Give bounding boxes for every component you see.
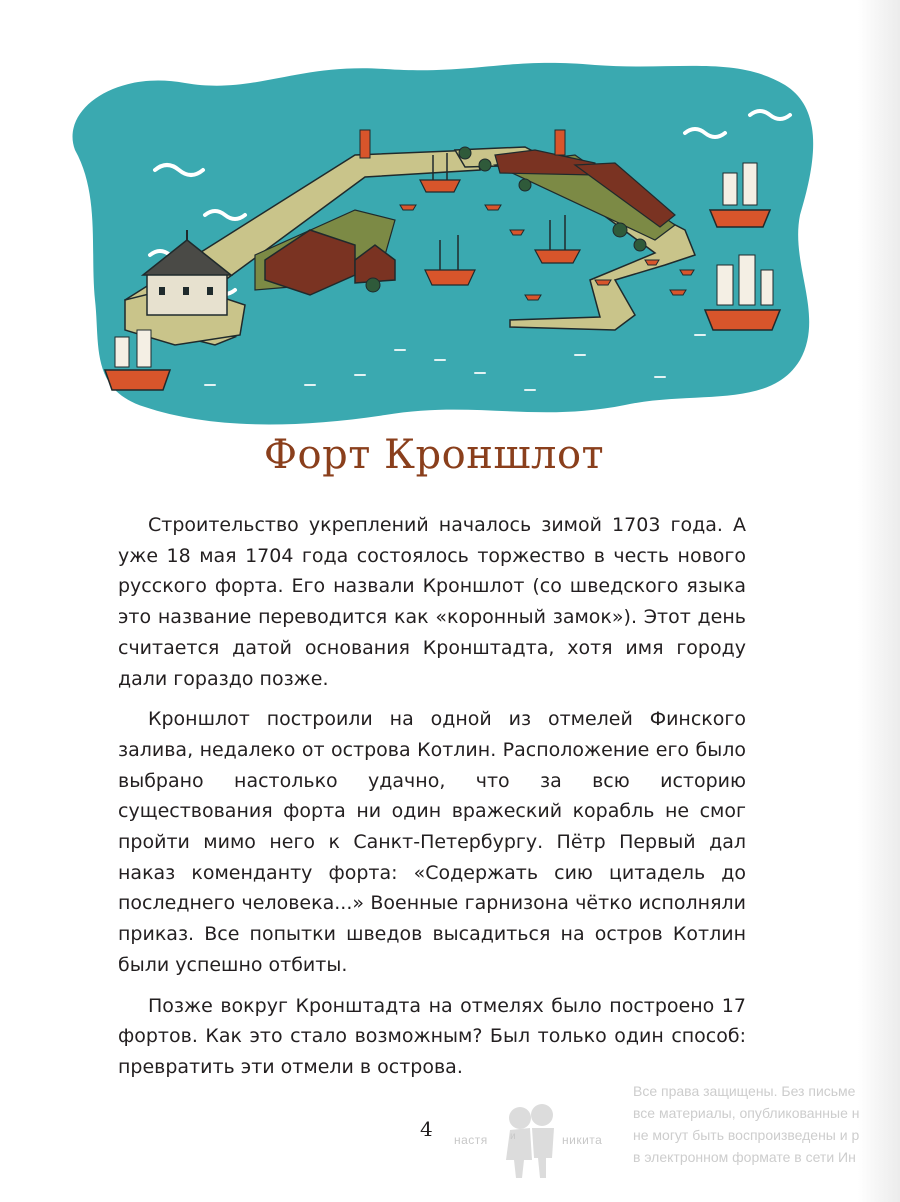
logo-word-right: никита xyxy=(562,1133,603,1147)
chapter-title: Форт Кроншлот xyxy=(263,432,605,478)
copyright-line: не могут быть воспроизведены и р xyxy=(633,1127,860,1143)
copyright-line: Все права защищены. Без письме xyxy=(633,1083,856,1099)
logo-word-left: настя xyxy=(454,1133,488,1147)
copyright-line: в электронном формате в сети Ин xyxy=(633,1149,856,1165)
copyright-watermark xyxy=(633,1080,900,1168)
paragraph: Кроншлот построили на одной из отмелей Финского залива, недалеко от острова Котлин. Расположение его было выбрано настолько удачно, что за всю историю существования форта ни один вражеский корабль не смог пройти мимо него к Санкт-Петербургу. Пётр Первый дал наказ коменданту форта: «Содержать сию цитадель до последнего человека...» Военные гарнизона чётко исполняли приказ. Все попытки шведов высадиться на остров Котлин были успешно отбиты. xyxy=(118,708,746,976)
page-edge-shadow xyxy=(858,0,900,1202)
fort-kronshlot-illustration xyxy=(55,55,825,430)
publisher-logo xyxy=(448,1098,618,1184)
page-number: 4 xyxy=(420,1117,433,1141)
copyright-line: все материалы, опубликованные н xyxy=(633,1105,860,1121)
body-text xyxy=(118,510,746,1093)
logo-word-middle: и xyxy=(510,1131,517,1142)
paragraph: Строительство укреплений началось зимой 1703 года. А уже 18 мая 1704 года состоялось торжество в честь нового русского форта. Его назвали Кроншлот (со шведского языка это название переводится как «коронный замок»). Этот день считается датой основания Кронштадта, хотя имя городу дали гораздо позже. xyxy=(118,514,746,690)
paragraph: Позже вокруг Кронштадта на отмелях было построено 17 фортов. Как это стало возможным? Был только один способ: превратить эти отмели в острова. xyxy=(118,994,746,1078)
